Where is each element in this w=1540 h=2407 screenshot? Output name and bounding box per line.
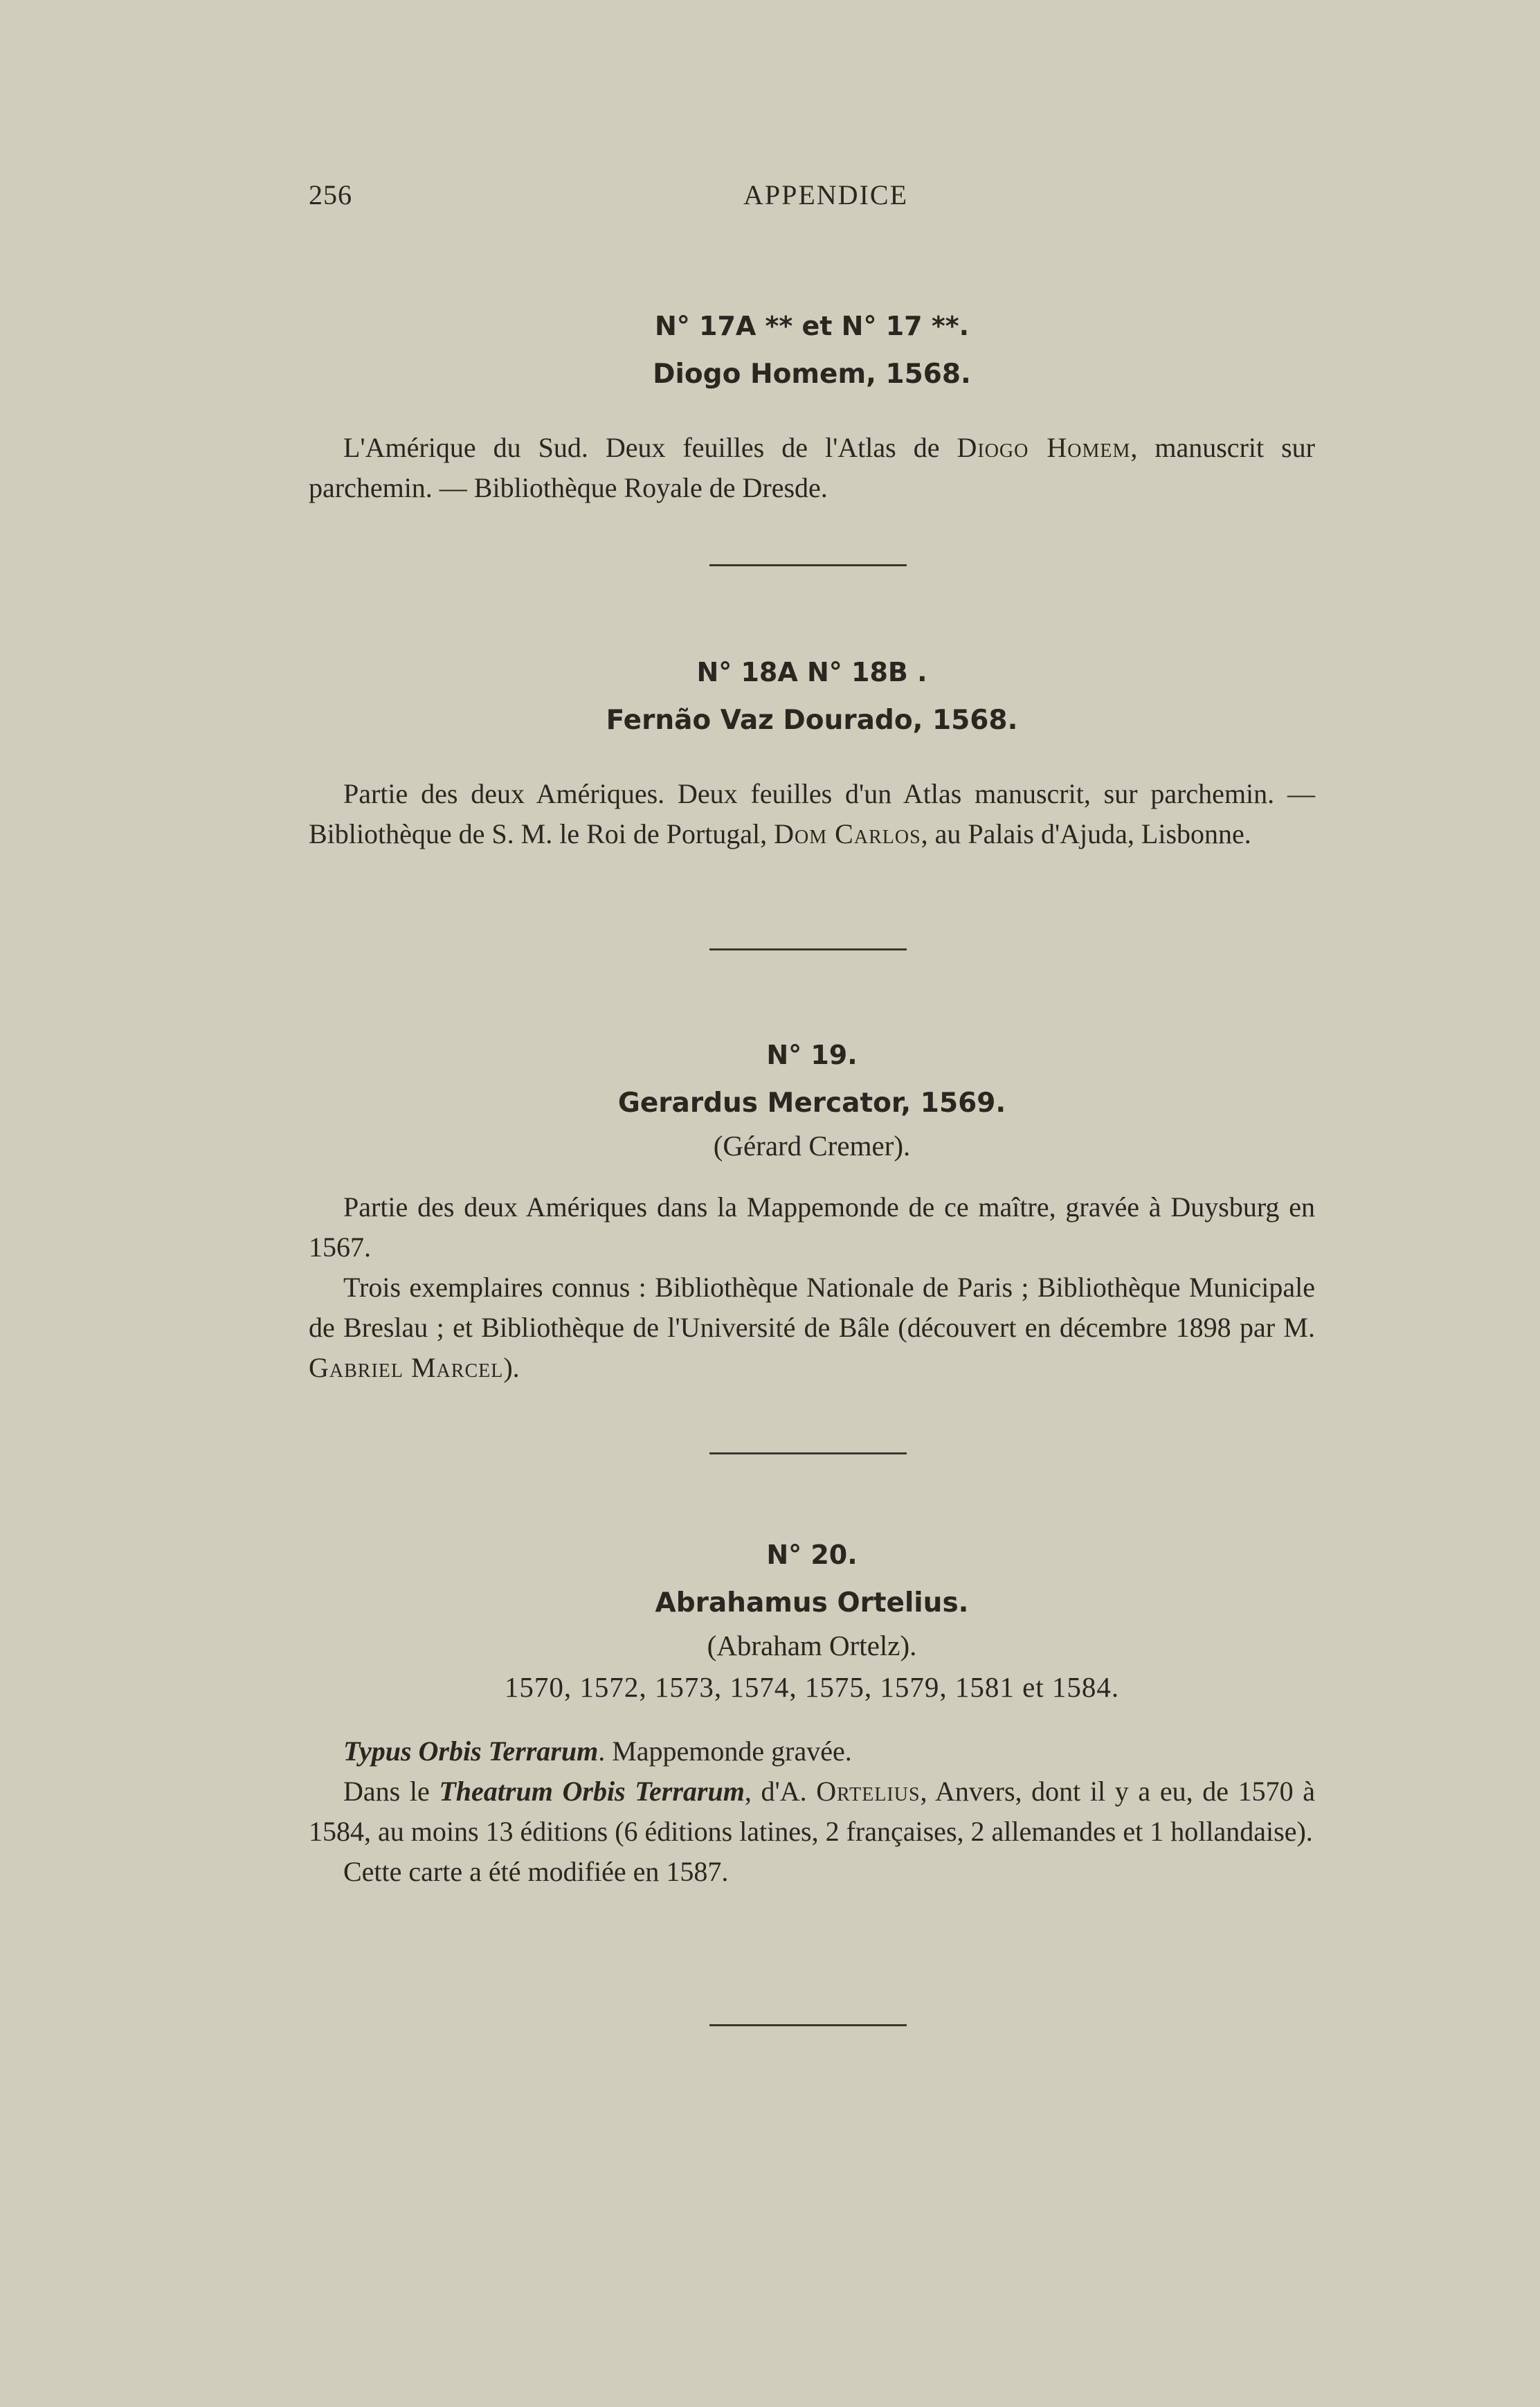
- entry-paragraph: [309, 1731, 1315, 1772]
- paragraph-text: Dans le: [343, 1776, 440, 1807]
- entry-number: N° 17A ** et N° 17 **.: [654, 311, 969, 341]
- paragraph-text: , Anvers, dont il y a eu, de 1570 à 1584, au moins 13 éditions (6 éditions latines, 2 françaises, 2 allemandes et 1 hollandaise).: [309, 1776, 1316, 1847]
- entry-18: [309, 651, 1315, 854]
- person-name: Gabriel Marcel: [309, 1352, 504, 1383]
- paragraph-text: , au Palais d'Ajuda, Lisbonne.: [921, 818, 1251, 849]
- entry-body: [309, 1187, 1315, 1388]
- paragraph-text: . Mappemonde gravée.: [598, 1736, 852, 1767]
- running-head: APPENDICE: [743, 179, 909, 210]
- entry-years: 1570, 1572, 1573, 1574, 1575, 1579, 1581 et 1584.: [504, 1671, 1120, 1703]
- section-divider: [709, 948, 907, 950]
- person-name: Diogo Homem: [957, 432, 1131, 463]
- entry-body: [309, 1731, 1315, 1892]
- paragraph-text: ).: [503, 1352, 520, 1383]
- paragraph-text: Trois exemplaires connus : Bibliothèque Nationale de Paris ; Bibliothèque Municipale de Breslau ; et Bibliothèque de l'Université de Bâle (découvert en décembre 1898 par M.: [309, 1272, 1315, 1343]
- paragraph-text: , d'A.: [744, 1776, 817, 1807]
- entry-title: Abrahamus Ortelius.: [655, 1587, 969, 1619]
- entry-17: [309, 305, 1315, 508]
- entry-19: [309, 1034, 1315, 1388]
- entry-paragraph: [309, 428, 1315, 508]
- entry-number: N° 18A N° 18B .: [696, 657, 927, 687]
- entry-number: N° 20.: [766, 1540, 858, 1570]
- work-title: Theatrum Orbis Terrarum: [439, 1776, 745, 1807]
- entry-subtitle: (Gérard Cremer).: [713, 1130, 911, 1162]
- entry-paragraph: Partie des deux Amériques dans la Mappemonde de ce maître, gravée à Duysburg en 1567.: [309, 1191, 1315, 1263]
- page-number: 256: [309, 179, 352, 210]
- section-divider: [709, 564, 907, 566]
- entry-paragraph: Cette carte a été modifiée en 1587.: [343, 1856, 729, 1887]
- entry-paragraph: [309, 1268, 1315, 1388]
- entry-body: [309, 428, 1315, 508]
- entry-paragraph: [309, 1772, 1315, 1852]
- paragraph-text: L'Amérique du Sud. Deux feuilles de l'Atlas de: [343, 432, 957, 463]
- person-name: Dom Carlos: [774, 818, 921, 849]
- entry-title: Gerardus Mercator, 1569.: [617, 1088, 1006, 1119]
- section-divider: [709, 1452, 907, 1454]
- page-header: [309, 179, 1315, 220]
- entry-20: [309, 1533, 1315, 1892]
- entry-paragraph: [309, 774, 1315, 854]
- entry-body: [309, 774, 1315, 854]
- section-divider: [709, 2024, 907, 2026]
- paragraph-text: , manuscrit sur parchemin. — Bibliothèque Royale de Dresde.: [309, 432, 1315, 503]
- paragraph-text: Partie des deux Amériques. Deux feuilles d'un Atlas manuscrit, sur parchemin. — Bibliothèque de S. M. le Roi de Portugal,: [309, 778, 1315, 849]
- entry-title: Fernão Vaz Dourado, 1568.: [606, 705, 1018, 736]
- person-name: Ortelius: [816, 1776, 921, 1807]
- entry-subtitle: (Abraham Ortelz).: [707, 1630, 917, 1661]
- entry-title: Diogo Homem, 1568.: [653, 359, 971, 390]
- work-title: Typus Orbis Terrarum: [343, 1736, 599, 1767]
- entry-number: N° 19.: [766, 1040, 858, 1070]
